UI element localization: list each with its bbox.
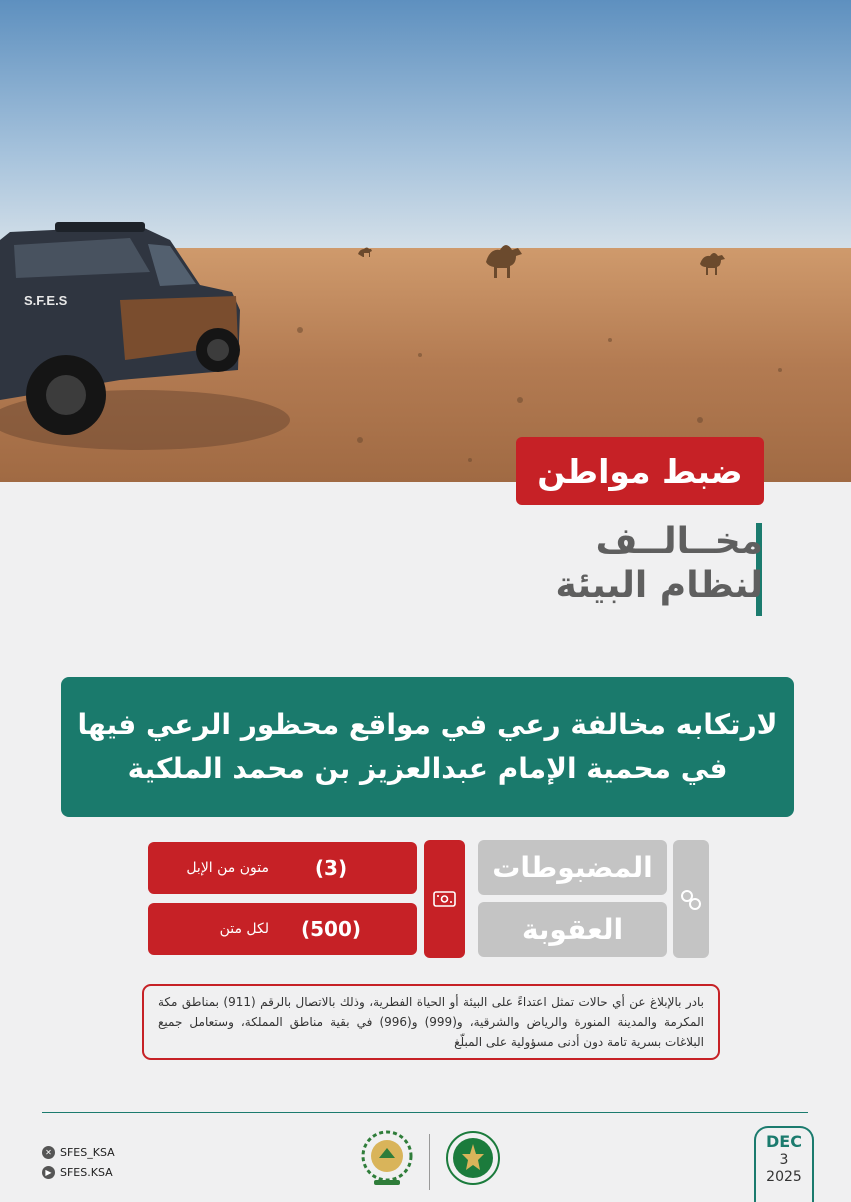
penalty-row <box>148 903 417 955</box>
logo-divider <box>429 1134 430 1190</box>
description-box <box>61 677 794 817</box>
x-icon: ✕ <box>42 1146 55 1159</box>
vehicle-label: S.F.E.S <box>24 293 68 308</box>
camel-icon <box>358 245 725 278</box>
header-photo <box>0 0 851 482</box>
ministry-logo <box>438 1128 508 1188</box>
seized-label: المضبوطات <box>478 840 667 895</box>
seized-unit: متون من الإبل <box>186 860 269 876</box>
penalty-label: العقوبة <box>478 902 667 957</box>
red-icon-column <box>424 840 465 958</box>
title-block <box>363 520 763 620</box>
social-youtube[interactable] <box>42 1162 182 1182</box>
gray-icon-column <box>673 840 709 958</box>
description-line-2: في محمية الإمام عبدالعزيز بن محمد الملكية <box>127 752 728 785</box>
penalty-value: (500) <box>300 917 362 941</box>
date-day: 3 <box>779 1152 789 1168</box>
youtube-handle: SFES.KSA <box>60 1165 113 1179</box>
footer-divider <box>42 1112 808 1113</box>
date-month: DEC <box>766 1132 802 1151</box>
seized-row <box>148 842 417 894</box>
date-year: 2025 <box>766 1169 802 1185</box>
cuffs-icon <box>682 891 700 909</box>
notice-text: بادر بالإبلاغ عن أي حالات تمثل اعتداءً على البيئة أو الحياة الفطرية، وذلك بالاتصال بالرقم (911) بمناطق مكة المكرمة والمدينة المنورة والرياض والشرقية، و(999) و(996) في بقية مناطق المملكة، وستعامل جميع البلاغات بسرية تامة دون أدنى مسؤولية على المبلّغ <box>158 995 704 1049</box>
sfes-logo <box>352 1128 422 1188</box>
description-line-1: لارتكابه مخالفة رعي في مواقع محظور الرعي فيها <box>77 708 778 741</box>
x-handle: SFES_KSA <box>60 1145 115 1159</box>
cash-icon <box>434 892 455 906</box>
youtube-icon: ▶ <box>42 1166 55 1179</box>
patrol-vehicle <box>0 222 290 450</box>
date-badge <box>754 1126 814 1202</box>
penalty-unit: لكل متن <box>219 921 269 937</box>
notice-box <box>142 984 720 1060</box>
headline-badge: ضبط مواطن <box>516 437 764 505</box>
title-line-2: لنظام البيئة <box>555 565 763 606</box>
seized-value: (3) <box>314 856 348 880</box>
social-x[interactable] <box>42 1142 182 1162</box>
title-line-1: مخــالــف <box>595 521 763 562</box>
